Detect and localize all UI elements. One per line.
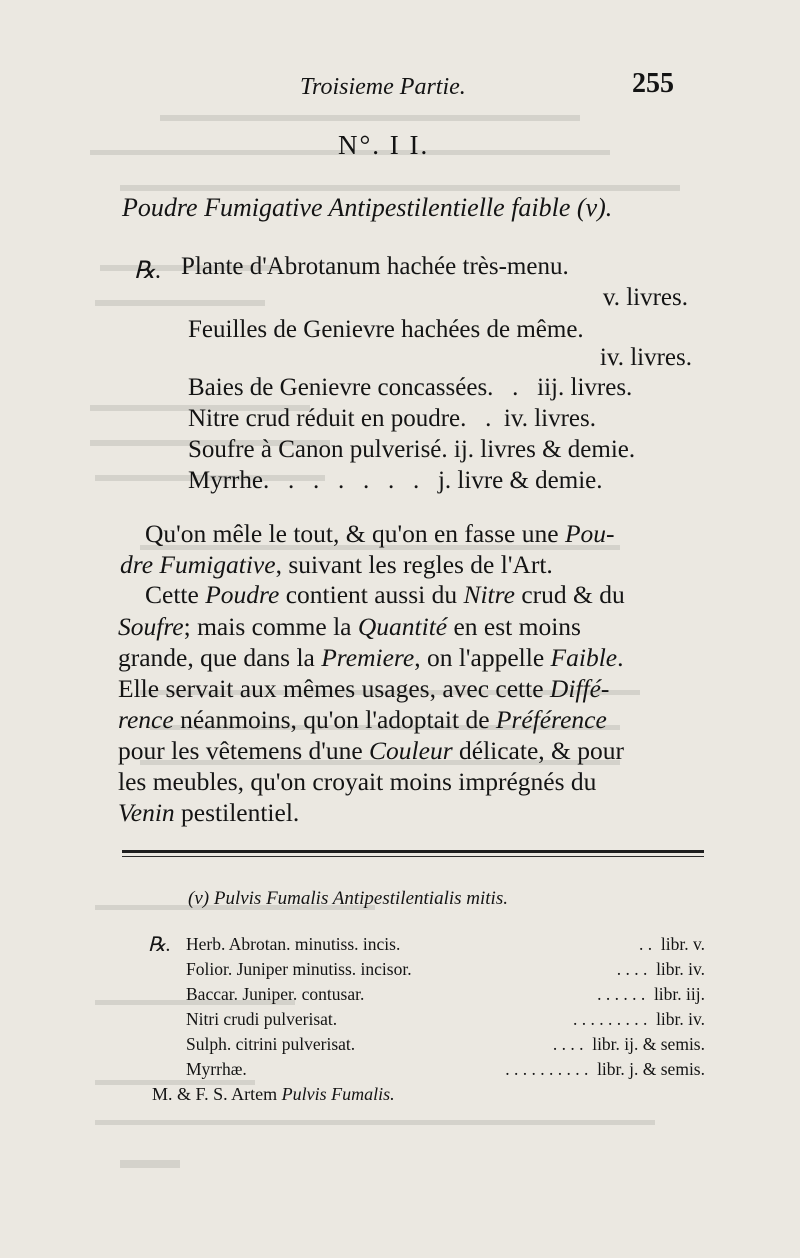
paragraph-line [118, 705, 607, 735]
paragraph-line [145, 580, 625, 610]
footnote-line-left: Folior. Juniper minutiss. incisor. [186, 959, 412, 979]
text-run-italic: Nitre [463, 580, 515, 609]
footnote-line-right: . . . . . . libr. iij. [597, 984, 705, 1004]
text-run-italic: Diffé- [549, 674, 610, 703]
text-run: M. & F. S. Artem [152, 1084, 282, 1104]
text-run: pestilentiel. [174, 798, 300, 827]
page-number: 255 [632, 68, 674, 99]
footnote-line-left: Baccar. Juniper. contusar. [186, 984, 365, 1004]
footnote-title: (v) Pulvis Fumalis Antipestilentialis mitis. [188, 888, 508, 909]
section-title [122, 193, 612, 223]
text-run-italic: Pulvis Fumalis. [281, 1084, 395, 1104]
text-run: crud & du [514, 580, 625, 609]
text-run-italic: Couleur [369, 736, 453, 765]
text-run: Cette [145, 580, 206, 609]
recipe-line: Feuilles de Genievre hachées de même. [188, 316, 584, 343]
text-run-italic: Pou- [564, 519, 615, 548]
footnote-line-right: . . . . libr. ij. & semis. [552, 1034, 705, 1054]
text-run-italic: Préférence [495, 705, 607, 734]
text-run: Elle servait aux mêmes usages, avec cette [118, 674, 550, 703]
footnote-line-left: Myrrhæ. [186, 1059, 247, 1079]
text-run-italic: Quantité [357, 612, 448, 641]
text-run: grande, que dans la [118, 643, 322, 672]
footnote-closing [152, 1084, 395, 1105]
text-run: contient aussi du [279, 580, 464, 609]
paragraph-line [120, 550, 553, 580]
paragraph-line [118, 798, 299, 828]
paragraph-line [118, 767, 596, 797]
recipe-line: Baies de Genievre concassées. . iij. livres. [188, 374, 633, 401]
text-run: , on l'appelle [414, 643, 551, 672]
recipe-line: Soufre à Canon pulverisé. ij. livres & demie. [188, 436, 636, 463]
text-run-italic: dre Fumigative [120, 550, 276, 579]
footnote-line-right: . . . . . . . . . . libr. j. & semis. [505, 1059, 705, 1079]
text-run-italic: Poudre [205, 580, 280, 609]
footnote-line-right: . . libr. v. [639, 934, 705, 954]
text-run-italic: rence [118, 705, 174, 734]
running-header: Troisieme Partie. [300, 74, 466, 100]
text-run-italic: Venin [118, 798, 175, 827]
paragraph-line [118, 736, 624, 766]
text-run: néanmoins, qu'on l'adoptait de [173, 705, 496, 734]
paragraph-line [118, 612, 581, 642]
text-run: Qu'on mêle le tout, & qu'on en fasse une [145, 519, 565, 548]
footnote-line-right: . . . . . . . . . libr. iv. [572, 1009, 705, 1029]
footnote-rule-thin [122, 856, 704, 857]
section-number: N°. I I. [338, 130, 430, 160]
recipe-line: Nitre crud réduit en poudre. . iv. livres. [188, 405, 596, 432]
footnote-line-right: . . . . libr. iv. [616, 959, 705, 979]
footnote-line-left: Sulph. citrini pulverisat. [186, 1034, 356, 1054]
section-title-note-ref: (v). [570, 193, 613, 222]
text-run-italic: Premiere [321, 643, 415, 672]
text-run: pour les vêtemens d'une [118, 736, 370, 765]
recipe-line: iv. livres. [599, 344, 692, 371]
text-run: délicate, & pour [452, 736, 624, 765]
text-run: les meubles, qu'on croyait moins imprégnés du [118, 767, 597, 796]
text-run: ; mais comme la [183, 612, 358, 641]
recipe-line: Plante d'Abrotanum hachée très-menu. [181, 253, 569, 280]
paragraph-line [118, 674, 609, 704]
recipe-line: v. livres. [602, 284, 688, 311]
text-run-italic: Faible [550, 643, 618, 672]
section-title-text: Poudre Fumigative Antipestilentielle faible [122, 193, 571, 222]
text-run-italic: Soufre [118, 612, 184, 641]
recipe-line: Myrrhe. . . . . . . j. livre & demie. [188, 467, 603, 494]
footnote-line-left: Nitri crudi pulverisat. [186, 1009, 338, 1029]
recipe-symbol: ℞. [134, 258, 162, 284]
footnote-recipe-symbol: ℞. [148, 934, 171, 956]
paragraph-line [118, 643, 623, 673]
paragraph-line [145, 519, 615, 549]
text-run: . [617, 643, 624, 672]
text-run: , suivant les regles de l'Art. [275, 550, 553, 579]
text-run: en est moins [447, 612, 581, 641]
footnote-rule [122, 850, 704, 853]
footnote-line-left: Herb. Abrotan. minutiss. incis. [186, 934, 401, 954]
